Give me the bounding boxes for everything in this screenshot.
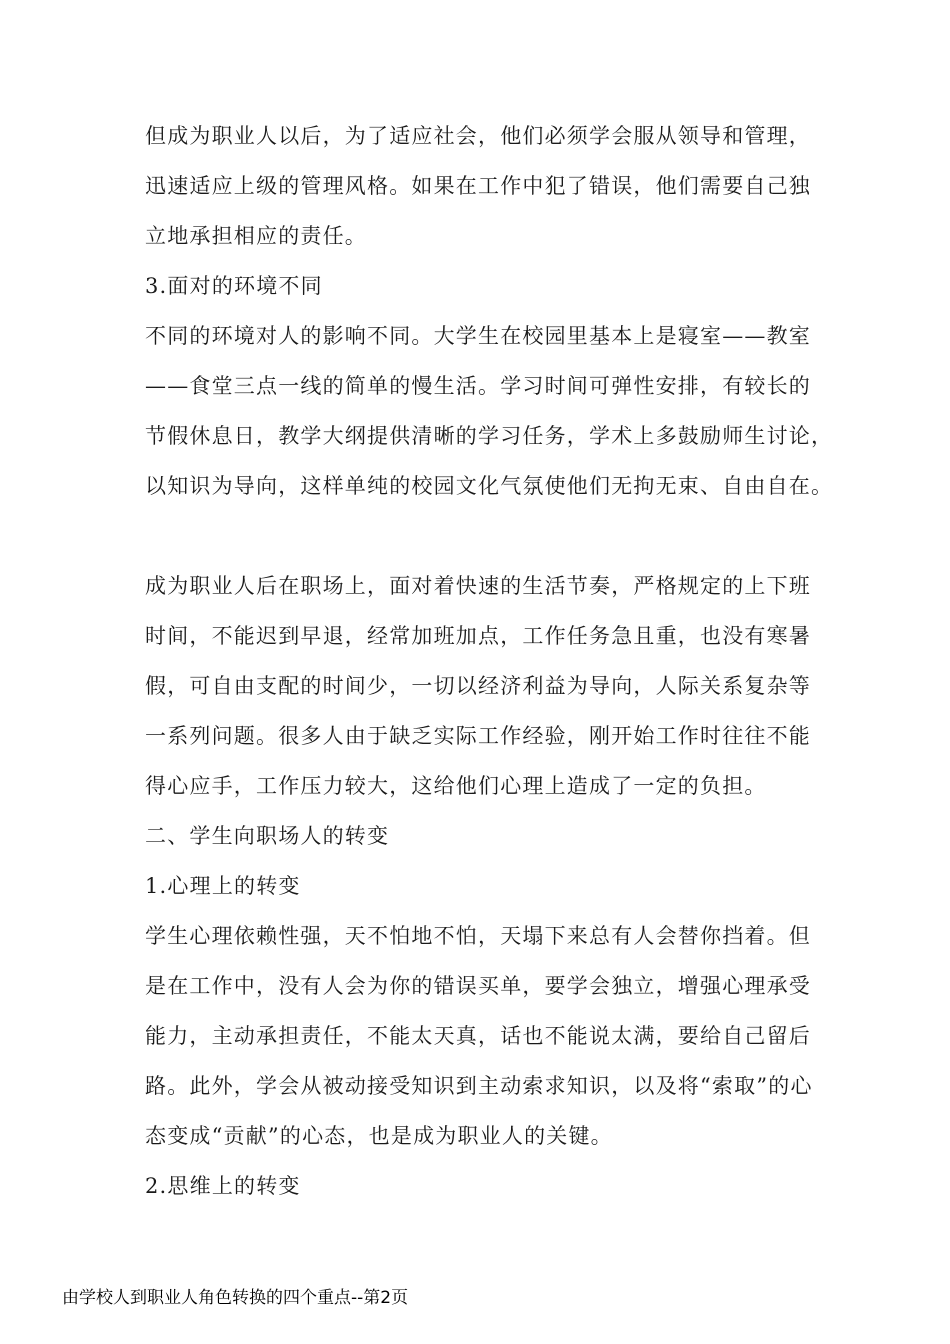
body-text-line: 一系列问题。很多人由于缺乏实际工作经验，刚开始工作时往往不能: [145, 724, 811, 748]
subsection-heading: 2.思维上的转变: [145, 1174, 301, 1198]
body-text-line: 立地承担相应的责任。: [145, 224, 367, 248]
body-text-line: 不同的环境对人的影响不同。大学生在校园里基本上是寝室——教室: [145, 324, 811, 348]
page-footer: 由学校人到职业人角色转换的四个重点--第2页: [62, 1288, 409, 1308]
body-text-line: 时间，不能迟到早退，经常加班加点，工作任务急且重，也没有寒暑: [145, 624, 811, 648]
body-text-line: 学生心理依赖性强，天不怕地不怕，天塌下来总有人会替你挡着。但: [145, 924, 811, 948]
body-text-line: 是在工作中，没有人会为你的错误买单，要学会独立，增强心理承受: [145, 974, 811, 998]
body-text-line: 迅速适应上级的管理风格。如果在工作中犯了错误，他们需要自己独: [145, 174, 811, 198]
body-text-line: 路。此外，学会从被动接受知识到主动索求知识，以及将“索取”的心: [145, 1074, 813, 1098]
subsection-heading: 1.心理上的转变: [145, 874, 301, 898]
body-text-line: 但成为职业人以后，为了适应社会，他们必须学会服从领导和管理，: [145, 124, 811, 148]
body-text-line: 成为职业人后在职场上，面对着快速的生活节奏，严格规定的上下班: [145, 574, 811, 598]
body-text-line: 得心应手，工作压力较大，这给他们心理上造成了一定的负担。: [145, 774, 767, 798]
body-text-line: 能力，主动承担责任，不能太天真，话也不能说太满，要给自己留后: [145, 1024, 811, 1048]
section-heading: 3.面对的环境不同: [145, 274, 323, 298]
body-text-line: 节假休息日，教学大纲提供清晰的学习任务，学术上多鼓励师生讨论，: [145, 424, 834, 448]
body-text-line: ——食堂三点一线的简单的慢生活。学习时间可弹性安排，有较长的: [145, 374, 811, 398]
body-text-line: 态变成“贡献”的心态，也是成为职业人的关键。: [145, 1124, 613, 1148]
body-text-line: 假，可自由支配的时间少，一切以经济利益为导向，人际关系复杂等: [145, 674, 811, 698]
section-heading: 二、学生向职场人的转变: [145, 824, 390, 848]
body-text-line: 以知识为导向，这样单纯的校园文化气氛使他们无拘无束、自由自在。: [145, 474, 834, 498]
